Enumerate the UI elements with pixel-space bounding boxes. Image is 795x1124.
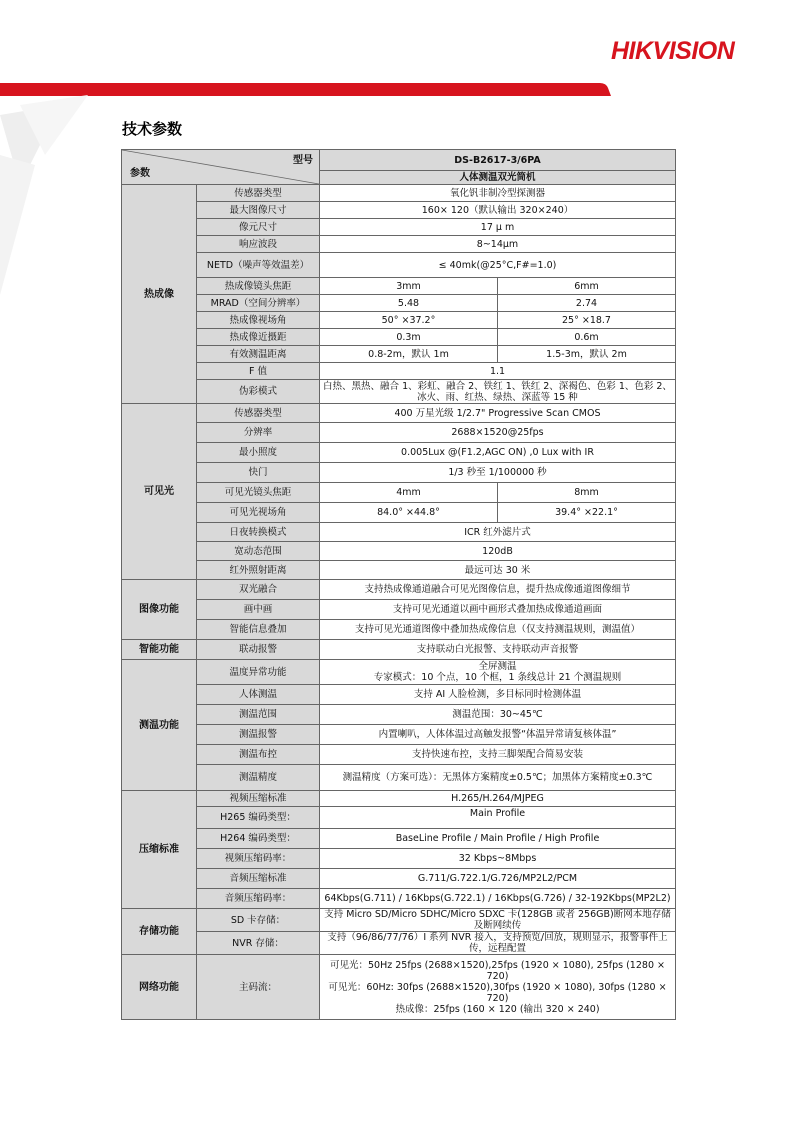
category-compression: 压缩标准 (122, 791, 197, 909)
param-value (320, 955, 676, 1020)
param-value-variant-1: 0.3m (320, 329, 498, 346)
param-value: 白热、黑热、融合 1、彩虹、融合 2、铁红 1、铁红 2、深褐色、色彩 1、色彩 2、冰火、雨、红热、绿热、深蓝等 15 种 (320, 380, 676, 404)
category-image: 图像功能 (122, 580, 197, 640)
param-label: 视频压缩码率： (197, 849, 320, 869)
param-value-line: 热成像：25fps (160 × 120 (输出 320 × 240) (395, 1003, 600, 1015)
param-label: 有效测温距离 (197, 346, 320, 363)
param-value-variant-2: 25° ×18.7 (498, 312, 676, 329)
param-label: 测温范围 (197, 705, 320, 725)
table-corner-header (122, 150, 320, 185)
param-value: 64Kbps(G.711) / 16Kbps(G.722.1) / 16Kbps(G.726) / 32-192Kbps(MP2L2) (320, 889, 676, 909)
param-label: 热成像镜头焦距 (197, 278, 320, 295)
param-label: H265 编码类型： (197, 807, 320, 829)
param-value: 1/3 秒至 1/100000 秒 (320, 463, 676, 483)
param-value-line: 可见光：60Hz: 30fps (2688×1520),30fps (1920 × 1080), 30fps (1280 × 720) (328, 981, 667, 1004)
param-value: 160× 120（默认输出 320×240） (320, 202, 676, 219)
param-label: 像元尺寸 (197, 219, 320, 236)
param-label: 人体测温 (197, 685, 320, 705)
param-value: BaseLine Profile / Main Profile / High Profile (320, 829, 676, 849)
param-value: 氧化钒非制冷型探测器 (320, 185, 676, 202)
category-temperature: 测温功能 (122, 660, 197, 791)
param-value: G.711/G.722.1/G.726/MP2L2/PCM (320, 869, 676, 889)
param-value: 32 Kbps~8Mbps (320, 849, 676, 869)
param-label: 日夜转换模式 (197, 523, 320, 542)
spec-table (121, 149, 676, 1020)
param-value-variant-1: 3mm (320, 278, 498, 295)
param-value-variant-2: 2.74 (498, 295, 676, 312)
param-value: ICR 红外滤片式 (320, 523, 676, 542)
header-red-bar (0, 82, 795, 98)
param-label: 分辨率 (197, 423, 320, 443)
param-value: 支持可见光通道以画中画形式叠加热成像通道画面 (320, 600, 676, 620)
category-thermal: 热成像 (122, 185, 197, 404)
param-label: 测温报警 (197, 725, 320, 745)
param-value: 120dB (320, 542, 676, 561)
param-value: 支持（96/86/77/76）I 系列 NVR 接入，支持预览/回放，规则显示，报警事件上传，远程配置 (320, 932, 676, 955)
hikvision-logo: HIKVISION (611, 37, 735, 65)
param-value-variant-1: 84.0° ×44.8° (320, 503, 498, 523)
param-value: 支持 AI 人脸检测，多目标同时检测体温 (320, 685, 676, 705)
param-label: 热成像视场角 (197, 312, 320, 329)
param-value: 内置喇叭，人体体温过高触发报警“体温异常请复核体温” (320, 725, 676, 745)
category-visible: 可见光 (122, 404, 197, 580)
param-label: 快门 (197, 463, 320, 483)
category-network: 网络功能 (122, 955, 197, 1020)
product-name: 人体测温双光筒机 (320, 171, 676, 185)
category-smart: 智能功能 (122, 640, 197, 660)
param-value: 最远可达 30 米 (320, 561, 676, 580)
param-label: 可见光镜头焦距 (197, 483, 320, 503)
param-label: 测温布控 (197, 745, 320, 765)
decorative-facets-graphic (0, 95, 90, 295)
param-value-variant-2: 6mm (498, 278, 676, 295)
param-label: 主码流： (197, 955, 320, 1020)
model-number: DS-B2617-3/6PA (320, 150, 676, 171)
param-value-variant-2: 39.4° ×22.1° (498, 503, 676, 523)
param-header-label: 参数 (130, 168, 150, 179)
param-value: H.265/H.264/MJPEG (320, 791, 676, 807)
param-label: 联动报警 (197, 640, 320, 660)
param-value-variant-1: 5.48 (320, 295, 498, 312)
param-value: 1.1 (320, 363, 676, 380)
model-header-label: 型号 (293, 155, 313, 166)
param-value-line: 专家模式：10 个点，10 个框，1 条线总计 21 个测温规则 (373, 672, 622, 683)
param-label: NVR 存储： (197, 932, 320, 955)
param-value: 支持 Micro SD/Micro SDHC/Micro SDXC 卡(128GB 或者 256GB)断网本地存储及断网续传 (320, 909, 676, 932)
param-label: F 值 (197, 363, 320, 380)
param-label: 双光融合 (197, 580, 320, 600)
param-label: 最小照度 (197, 443, 320, 463)
param-label: MRAD（空间分辨率） (197, 295, 320, 312)
param-label: 音频压缩码率： (197, 889, 320, 909)
param-value: 0.005Lux @(F1.2,AGC ON) ,0 Lux with IR (320, 443, 676, 463)
param-value: 2688×1520@25fps (320, 423, 676, 443)
param-value-line: 全屏测温 (478, 661, 517, 672)
param-label: 响应波段 (197, 236, 320, 253)
param-value: 8~14μm (320, 236, 676, 253)
param-value: 支持联动白光报警、支持联动声音报警 (320, 640, 676, 660)
param-value-variant-2: 0.6m (498, 329, 676, 346)
param-label: 宽动态范围 (197, 542, 320, 561)
param-label: 测温精度 (197, 765, 320, 791)
param-label: 音频压缩标准 (197, 869, 320, 889)
category-storage: 存储功能 (122, 909, 197, 955)
param-label: H264 编码类型： (197, 829, 320, 849)
param-value (320, 660, 676, 685)
param-value: 测温范围：30~45℃ (320, 705, 676, 725)
param-value: 17 μ m (320, 219, 676, 236)
param-label: SD 卡存储： (197, 909, 320, 932)
param-label: 视频压缩标准 (197, 791, 320, 807)
param-value: Main Profile (320, 807, 676, 829)
param-label: 可见光视场角 (197, 503, 320, 523)
param-value-variant-1: 4mm (320, 483, 498, 503)
param-value-variant-2: 1.5-3m，默认 2m (498, 346, 676, 363)
param-label: NETD（噪声等效温差） (197, 253, 320, 278)
param-label: 热成像近摄距 (197, 329, 320, 346)
param-value-variant-1: 0.8-2m，默认 1m (320, 346, 498, 363)
param-value: 测温精度（方案可选）：无黑体方案精度±0.5℃；加黑体方案精度±0.3℃ (320, 765, 676, 791)
param-label: 红外照射距离 (197, 561, 320, 580)
param-value: 支持快速布控，支持三脚架配合简易安装 (320, 745, 676, 765)
param-label: 温度异常功能 (197, 660, 320, 685)
param-label: 伪彩模式 (197, 380, 320, 404)
param-value: 支持可见光通道图像中叠加热成像信息（仅支持测温规则，测温值） (320, 620, 676, 640)
param-value: 400 万星光级 1/2.7" Progressive Scan CMOS (320, 404, 676, 423)
param-value-variant-1: 50° ×37.2° (320, 312, 498, 329)
param-label: 智能信息叠加 (197, 620, 320, 640)
param-value-line: 可见光：50Hz 25fps (2688×1520),25fps (1920 × 1080), 25fps (1280 × 720) (330, 959, 665, 982)
param-label: 传感器类型 (197, 404, 320, 423)
param-label: 画中画 (197, 600, 320, 620)
param-label: 最大图像尺寸 (197, 202, 320, 219)
section-title: 技术参数 (122, 120, 183, 138)
param-label: 传感器类型 (197, 185, 320, 202)
param-value-variant-2: 8mm (498, 483, 676, 503)
param-value: 支持热成像通道融合可见光图像信息，提升热成像通道图像细节 (320, 580, 676, 600)
param-value: ≤ 40mk(@25°C,F#=1.0) (320, 253, 676, 278)
